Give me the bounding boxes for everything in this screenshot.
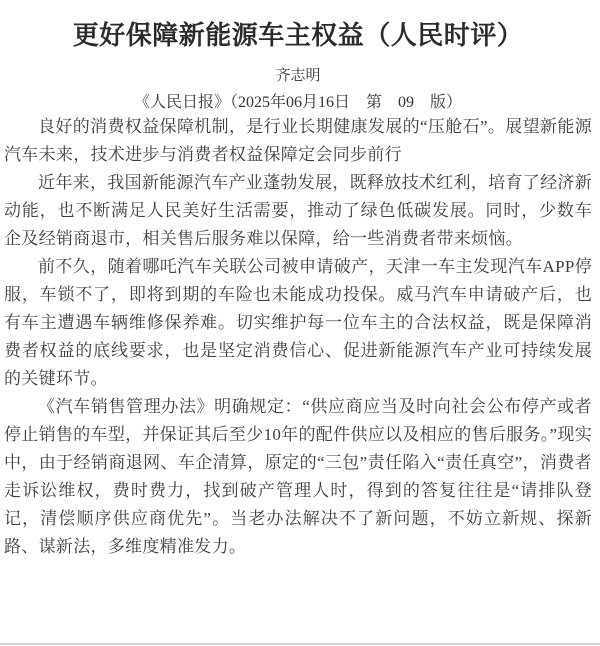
article-paragraph: 《汽车销售管理办法》明确规定：“供应商应当及时向社会公布停产或者停止销售的车型，并保证其后至少10年的配件供应以及相应的售后服务。”现实中，由于经销商退网、车企清算，原定的“三包”责任陷入“责任真空”，消费者走诉讼维权，费时费力，找到破产管理人时，得到的答复往往是“请排队登记，清偿顺序供应商优先”。当老办法解决不了新问题，不妨立新规、探新路、谋新法，多维度精准发力。 (4, 397, 592, 556)
article-paragraph-summary: 良好的消费权益保障机制，是行业长期健康发展的“压舱石”。展望新能源汽车未来，技术进步与消费者权益保障定会同步前行 (4, 117, 592, 164)
article-title: 更好保障新能源车主权益（人民时评） (72, 20, 524, 50)
article-body (4, 113, 592, 561)
article-paragraph: 前不久，随着哪吒汽车关联公司被申请破产，天津一车主发现汽车APP停服，车锁不了，即将到期的车险也未能成功投保。威马汽车申请破产后，也有车主遭遇车辆维修保养难。切实维护每一位车主的合法权益，既是保障消费者权益的底线要求，也是坚定消费信心、促进新能源汽车产业可持续发展的关键环节。 (4, 257, 592, 388)
article-page (0, 18, 600, 561)
bottom-divider (0, 643, 600, 645)
article-paragraph: 近年来，我国新能源汽车产业蓬勃发展，既释放技术红利，培育了经济新动能，也不断满足人民美好生活需要，推动了绿色低碳发展。同时，少数车企及经销商退市，相关售后服务难以保障，给一些消费者带来烦恼。 (4, 173, 592, 248)
article-author: 齐志明 (275, 68, 321, 84)
article-source-line: 《人民日报》（2025年06月16日 第 09 版） (133, 94, 462, 111)
